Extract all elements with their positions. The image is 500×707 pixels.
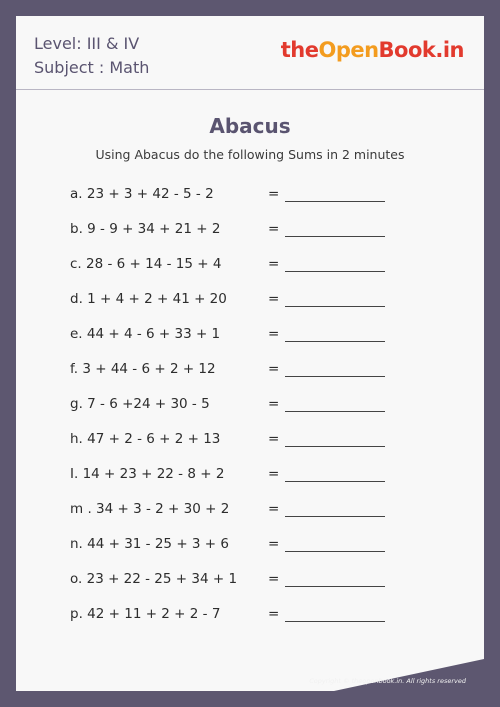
problem-expression: a. 23 + 3 + 42 - 5 - 2 [70, 186, 214, 202]
problem-row [70, 466, 400, 501]
equals-sign: = [268, 536, 280, 552]
problem-expression: o. 23 + 22 - 25 + 34 + 1 [70, 571, 238, 587]
problem-list [70, 186, 400, 641]
equals-sign: = [268, 326, 280, 342]
answer-blank[interactable] [285, 376, 385, 377]
problem-expression: I. 14 + 23 + 22 - 8 + 2 [70, 466, 225, 482]
problem-row [70, 221, 400, 256]
problem-expression: b. 9 - 9 + 34 + 21 + 2 [70, 221, 221, 237]
problem-row [70, 396, 400, 431]
problem-expression: d. 1 + 4 + 2 + 41 + 20 [70, 291, 227, 307]
footer-corner-band [334, 659, 484, 691]
problem-expression: c. 28 - 6 + 14 - 15 + 4 [70, 256, 222, 272]
problem-expression: g. 7 - 6 +24 + 30 - 5 [70, 396, 210, 412]
equals-sign: = [268, 291, 280, 307]
equals-sign: = [268, 431, 280, 447]
equals-sign: = [268, 501, 280, 517]
brand-logo-part-2: Open [318, 38, 379, 62]
problem-row [70, 291, 400, 326]
equals-sign: = [268, 466, 280, 482]
problem-row [70, 186, 400, 221]
answer-blank[interactable] [285, 341, 385, 342]
problem-row [70, 501, 400, 536]
problem-row [70, 606, 400, 641]
answer-blank[interactable] [285, 621, 385, 622]
equals-sign: = [268, 256, 280, 272]
answer-blank[interactable] [285, 271, 385, 272]
answer-blank[interactable] [285, 551, 385, 552]
problem-expression: n. 44 + 31 - 25 + 3 + 6 [70, 536, 229, 552]
equals-sign: = [268, 571, 280, 587]
problem-expression: h. 47 + 2 - 6 + 2 + 13 [70, 431, 221, 447]
answer-blank[interactable] [285, 306, 385, 307]
answer-blank[interactable] [285, 411, 385, 412]
problem-row [70, 571, 400, 606]
worksheet-page [16, 16, 484, 691]
subject-label: Subject : Math [34, 58, 150, 77]
problem-row [70, 536, 400, 571]
answer-blank[interactable] [285, 201, 385, 202]
answer-blank[interactable] [285, 516, 385, 517]
answer-blank[interactable] [285, 236, 385, 237]
instructions: Using Abacus do the following Sums in 2 minutes [95, 147, 405, 162]
level-label: Level: III & IV [34, 34, 140, 53]
equals-sign: = [268, 361, 280, 377]
problem-expression: p. 42 + 11 + 2 + 2 - 7 [70, 606, 221, 622]
problem-row [70, 361, 400, 396]
equals-sign: = [268, 396, 280, 412]
problem-row [70, 431, 400, 466]
equals-sign: = [268, 186, 280, 202]
answer-blank[interactable] [285, 481, 385, 482]
problem-expression: e. 44 + 4 - 6 + 33 + 1 [70, 326, 221, 342]
copyright-notice: Copyright © theopenbook.in. All rights reserved [309, 677, 466, 685]
problem-expression: m . 34 + 3 - 2 + 30 + 2 [70, 501, 230, 517]
brand-logo-part-3: Book.in [378, 38, 464, 62]
answer-blank[interactable] [285, 586, 385, 587]
header-divider [16, 89, 484, 90]
worksheet-header [34, 32, 149, 80]
problem-expression: f. 3 + 44 - 6 + 2 + 12 [70, 361, 216, 377]
equals-sign: = [268, 221, 280, 237]
problem-row [70, 326, 400, 361]
answer-blank[interactable] [285, 446, 385, 447]
brand-logo-part-1: the [280, 38, 319, 62]
equals-sign: = [268, 606, 280, 622]
problem-row [70, 256, 400, 291]
brand-logo [281, 38, 464, 62]
page-title: Abacus [209, 114, 291, 138]
